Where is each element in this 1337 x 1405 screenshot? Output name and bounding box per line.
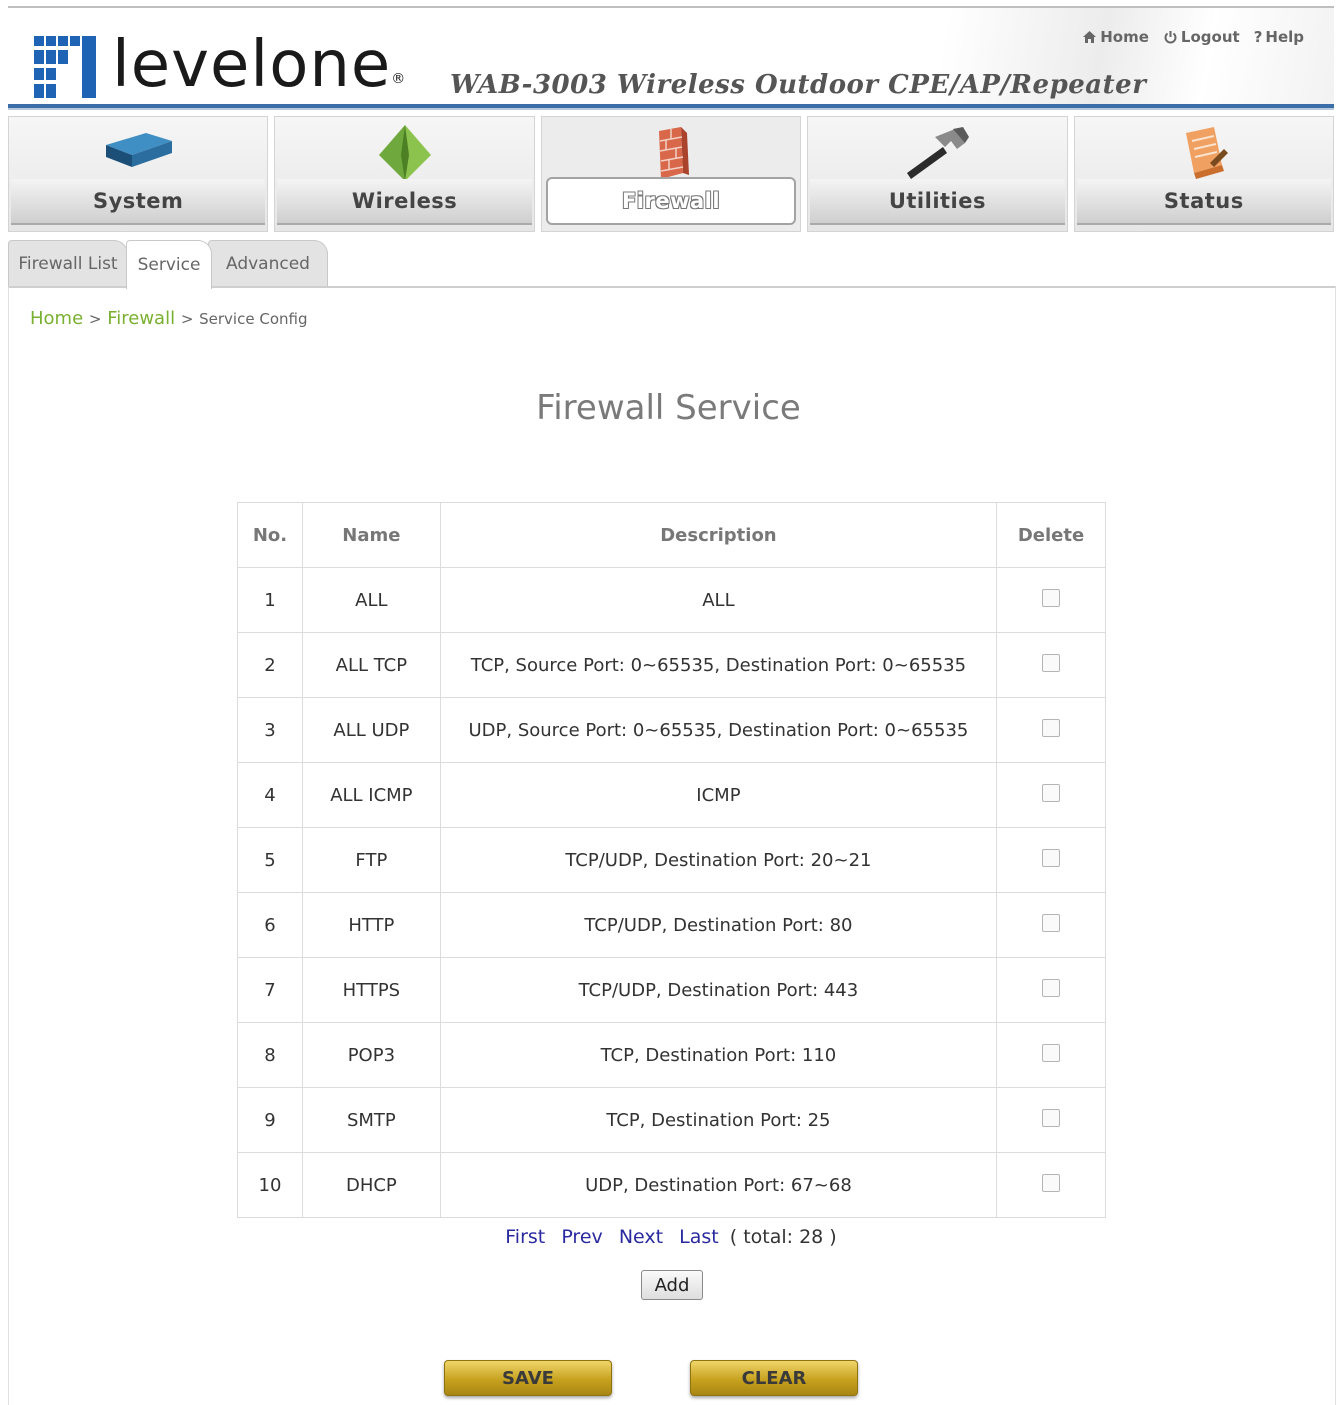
brand-wordmark: levelone®: [112, 28, 407, 102]
cell-description: TCP/UDP, Destination Port: 443: [440, 958, 996, 1023]
table-row: [238, 698, 1106, 763]
hammer-icon: [897, 123, 977, 183]
levelone-logo-icon: [34, 36, 98, 98]
cell-name: ALL: [302, 568, 440, 633]
power-icon: [1163, 30, 1178, 45]
delete-checkbox[interactable]: [1042, 784, 1060, 802]
header-rule-light: [8, 108, 1334, 110]
column-header-no: No.: [238, 503, 303, 568]
column-header-description: Description: [440, 503, 996, 568]
cell-description: TCP, Destination Port: 25: [440, 1088, 996, 1153]
breadcrumb: [30, 308, 307, 329]
home-icon: [1082, 30, 1097, 44]
delete-checkbox[interactable]: [1042, 979, 1060, 997]
cell-no: 10: [238, 1153, 303, 1218]
cell-name: ALL TCP: [302, 633, 440, 698]
cell-no: 6: [238, 893, 303, 958]
pagination: [0, 1226, 1337, 1248]
nav-tab-utilities[interactable]: [807, 116, 1067, 232]
cell-description: TCP, Source Port: 0~65535, Destination Port: 0~65535: [440, 633, 996, 698]
nav-tab-status[interactable]: [1074, 116, 1334, 232]
delete-checkbox[interactable]: [1042, 1044, 1060, 1062]
cell-description: TCP/UDP, Destination Port: 20~21: [440, 828, 996, 893]
cell-no: 2: [238, 633, 303, 698]
delete-checkbox[interactable]: [1042, 719, 1060, 737]
delete-checkbox[interactable]: [1042, 914, 1060, 932]
subtab-service[interactable]: Service: [126, 240, 212, 289]
main-nav: [8, 116, 1334, 232]
table-row: [238, 568, 1106, 633]
nav-tab-firewall[interactable]: [541, 116, 801, 232]
cell-description: ALL: [440, 568, 996, 633]
delete-checkbox[interactable]: [1042, 849, 1060, 867]
pager-first-link[interactable]: First: [505, 1226, 546, 1248]
cell-delete: [997, 828, 1106, 893]
cell-no: 3: [238, 698, 303, 763]
cell-delete: [997, 1023, 1106, 1088]
table-header-row: [238, 503, 1106, 568]
logout-link[interactable]: Logout: [1163, 28, 1240, 46]
column-header-delete: Delete: [997, 503, 1106, 568]
save-button[interactable]: SAVE: [444, 1360, 612, 1396]
top-links: [1082, 28, 1304, 46]
breadcrumb-home[interactable]: Home: [30, 308, 84, 329]
cell-no: 1: [238, 568, 303, 633]
cell-delete: [997, 763, 1106, 828]
delete-checkbox[interactable]: [1042, 1174, 1060, 1192]
table-row: [238, 763, 1106, 828]
table-row: [238, 1153, 1106, 1218]
breadcrumb-firewall[interactable]: Firewall: [107, 308, 176, 329]
wireless-pyramid-icon: [365, 123, 445, 183]
table-row: [238, 1088, 1106, 1153]
pager-prev-link[interactable]: Prev: [561, 1226, 603, 1248]
product-title: WAB-3003 Wireless Outdoor CPE/AP/Repeater: [450, 70, 1147, 100]
cell-delete: [997, 1153, 1106, 1218]
add-button[interactable]: Add: [641, 1270, 703, 1300]
page-title: Firewall Service: [536, 388, 801, 428]
cell-name: SMTP: [302, 1088, 440, 1153]
cell-no: 5: [238, 828, 303, 893]
table-row: [238, 958, 1106, 1023]
cell-no: 8: [238, 1023, 303, 1088]
cell-name: ALL ICMP: [302, 763, 440, 828]
pager-last-link[interactable]: Last: [679, 1226, 719, 1248]
cell-description: UDP, Source Port: 0~65535, Destination Port: 0~65535: [440, 698, 996, 763]
nav-label-wireless: Wireless: [277, 179, 531, 225]
table-row: [238, 1023, 1106, 1088]
cell-delete: [997, 698, 1106, 763]
nav-label-firewall: Firewall: [546, 177, 796, 225]
table-row: [238, 893, 1106, 958]
clear-button[interactable]: CLEAR: [690, 1360, 858, 1396]
sub-tabs: [8, 236, 1334, 288]
delete-checkbox[interactable]: [1042, 654, 1060, 672]
help-link[interactable]: ? Help: [1253, 28, 1304, 46]
table-row: [238, 633, 1106, 698]
help-icon: ?: [1253, 28, 1263, 46]
cell-description: TCP/UDP, Destination Port: 80: [440, 893, 996, 958]
pager-next-link[interactable]: Next: [618, 1226, 664, 1248]
breadcrumb-current: Service Config: [199, 310, 308, 328]
cell-name: HTTP: [302, 893, 440, 958]
cell-delete: [997, 958, 1106, 1023]
cell-name: HTTPS: [302, 958, 440, 1023]
subtab-advanced[interactable]: Advanced: [208, 240, 328, 287]
nav-tab-wireless[interactable]: [274, 116, 534, 232]
breadcrumb-separator: >: [88, 310, 102, 328]
delete-checkbox[interactable]: [1042, 1109, 1060, 1127]
cell-description: ICMP: [440, 763, 996, 828]
nav-label-status: Status: [1077, 179, 1331, 225]
pager-total: ( total: 28 ): [729, 1226, 837, 1248]
subtab-firewall-list[interactable]: Firewall List: [8, 240, 128, 287]
cell-delete: [997, 1088, 1106, 1153]
cell-no: 7: [238, 958, 303, 1023]
delete-checkbox[interactable]: [1042, 589, 1060, 607]
cell-no: 4: [238, 763, 303, 828]
cell-name: DHCP: [302, 1153, 440, 1218]
service-table: [237, 502, 1106, 1218]
cell-name: FTP: [302, 828, 440, 893]
column-header-name: Name: [302, 503, 440, 568]
cell-description: UDP, Destination Port: 67~68: [440, 1153, 996, 1218]
nav-tab-system[interactable]: [8, 116, 268, 232]
breadcrumb-separator: >: [180, 310, 194, 328]
cell-delete: [997, 568, 1106, 633]
cell-description: TCP, Destination Port: 110: [440, 1023, 996, 1088]
document-status-icon: [1164, 123, 1244, 183]
cell-delete: [997, 893, 1106, 958]
header-banner: [8, 6, 1334, 108]
home-link[interactable]: Home: [1082, 28, 1149, 46]
cell-name: POP3: [302, 1023, 440, 1088]
nav-label-utilities: Utilities: [810, 179, 1064, 225]
router-icon: [98, 123, 178, 183]
cell-delete: [997, 633, 1106, 698]
brick-wall-icon: [631, 123, 711, 183]
nav-label-system: System: [11, 179, 265, 225]
table-row: [238, 828, 1106, 893]
cell-name: ALL UDP: [302, 698, 440, 763]
cell-no: 9: [238, 1088, 303, 1153]
